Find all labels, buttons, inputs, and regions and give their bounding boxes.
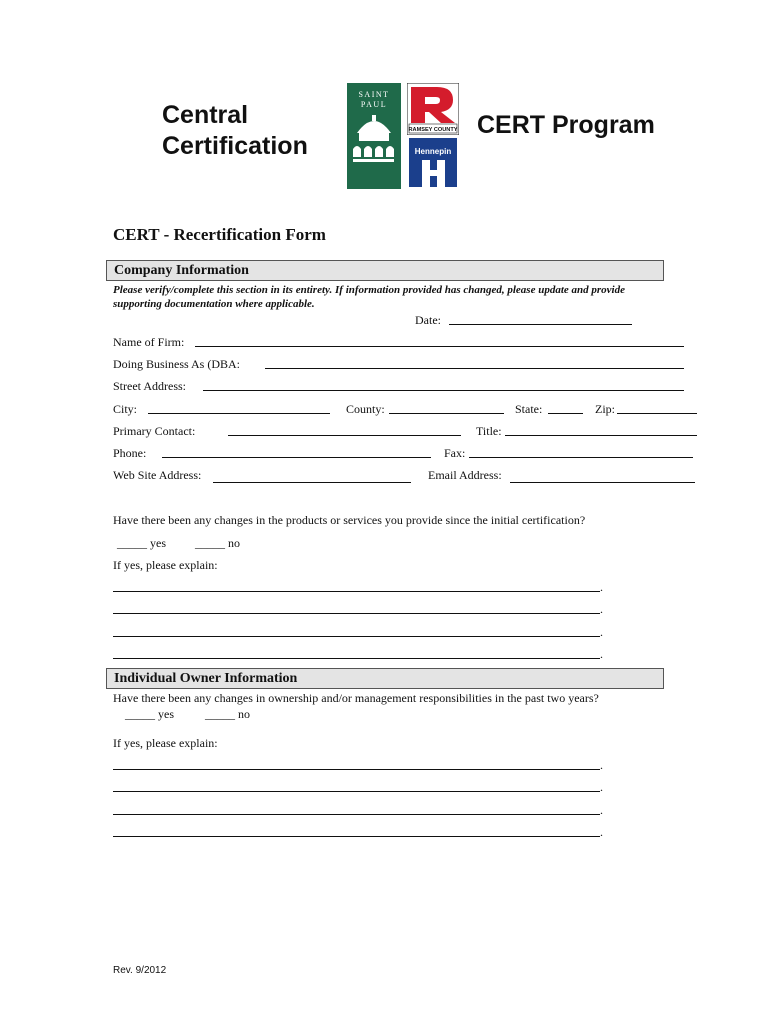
company-instructions: Please verify/complete this section in its entirety. If information provided has changed, please update and provide supporting documentation where applicable.: [113, 284, 625, 310]
period: .: [600, 825, 603, 839]
name-of-firm-label: Name of Firm:: [113, 335, 185, 349]
company-information-header: [106, 260, 664, 281]
products-changes-question: Have there been any changes in the products or services you provide since the initial certification?: [113, 513, 586, 527]
period: .: [600, 625, 603, 639]
period: .: [600, 647, 603, 661]
dba-label: Doing Business As (DBA:: [113, 357, 241, 371]
products-explain-line-2[interactable]: [113, 613, 600, 614]
cert-program-title: CERT Program: [477, 111, 655, 139]
title-label: Title:: [476, 424, 502, 438]
email-field[interactable]: [510, 482, 695, 483]
primary-contact-field[interactable]: [228, 435, 461, 436]
county-label: County:: [346, 402, 385, 416]
revision-label: Rev. 9/2012: [113, 965, 167, 976]
title-line-1: Central: [162, 101, 249, 129]
date-field[interactable]: [449, 324, 632, 325]
period: .: [600, 780, 603, 794]
ownership-yes-option[interactable]: _____ yes: [125, 707, 174, 721]
period: .: [600, 602, 603, 616]
period: .: [600, 803, 603, 817]
central-certification-title: [162, 100, 308, 162]
phone-field[interactable]: [162, 457, 431, 458]
name-of-firm-field[interactable]: [195, 346, 684, 347]
ownership-explain-line-3[interactable]: [113, 814, 600, 815]
ownership-explain-line-2[interactable]: [113, 791, 600, 792]
title-field[interactable]: [505, 435, 697, 436]
owner-information-title: Individual Owner Information: [114, 671, 298, 686]
products-explain-line-4[interactable]: [113, 658, 600, 659]
county-field[interactable]: [389, 413, 504, 414]
period: .: [600, 758, 603, 772]
paul-text: PAUL: [360, 100, 388, 109]
ownership-changes-question: Have there been any changes in ownership and/or management responsibilities in the past two years?: [113, 691, 599, 705]
ramsey-county-logo: [407, 83, 459, 135]
company-information-title: Company Information: [114, 263, 249, 278]
website-label: Web Site Address:: [113, 468, 202, 482]
products-explain-line-1[interactable]: [113, 591, 600, 592]
products-yes-option[interactable]: _____ yes: [117, 536, 166, 550]
products-explain-label: If yes, please explain:: [113, 558, 218, 572]
hennepin-logo: [407, 136, 459, 189]
primary-contact-label: Primary Contact:: [113, 424, 196, 438]
email-label: Email Address:: [428, 468, 502, 482]
ownership-explain-label: If yes, please explain:: [113, 736, 218, 750]
city-field[interactable]: [148, 413, 330, 414]
ownership-explain-line-1[interactable]: [113, 769, 600, 770]
city-label: City:: [113, 402, 138, 416]
zip-label: Zip:: [595, 402, 615, 416]
products-explain-line-3[interactable]: [113, 636, 600, 637]
ownership-explain-line-4[interactable]: [113, 836, 600, 837]
form-title: CERT - Recertification Form: [113, 225, 326, 244]
owner-information-header: [106, 668, 664, 689]
products-no-option[interactable]: _____ no: [195, 536, 240, 550]
phone-label: Phone:: [113, 446, 147, 460]
ramsey-county-text: RAMSEY COUNTY: [408, 127, 458, 133]
dba-field[interactable]: [265, 368, 684, 369]
fax-field[interactable]: [469, 457, 693, 458]
street-address-field[interactable]: [203, 390, 684, 391]
title-line-2: Certification: [162, 132, 308, 160]
period: .: [600, 580, 603, 594]
state-label: State:: [515, 402, 543, 416]
ownership-no-option[interactable]: _____ no: [205, 707, 250, 721]
state-field[interactable]: [548, 413, 583, 414]
zip-field[interactable]: [617, 413, 697, 414]
website-field[interactable]: [213, 482, 411, 483]
hennepin-text: Hennepin: [414, 147, 452, 156]
fax-label: Fax:: [444, 446, 466, 460]
date-label: Date:: [415, 313, 441, 327]
saint-paul-logo: [347, 83, 401, 189]
street-address-label: Street Address:: [113, 379, 186, 393]
saint-text: SAINT: [358, 90, 390, 99]
